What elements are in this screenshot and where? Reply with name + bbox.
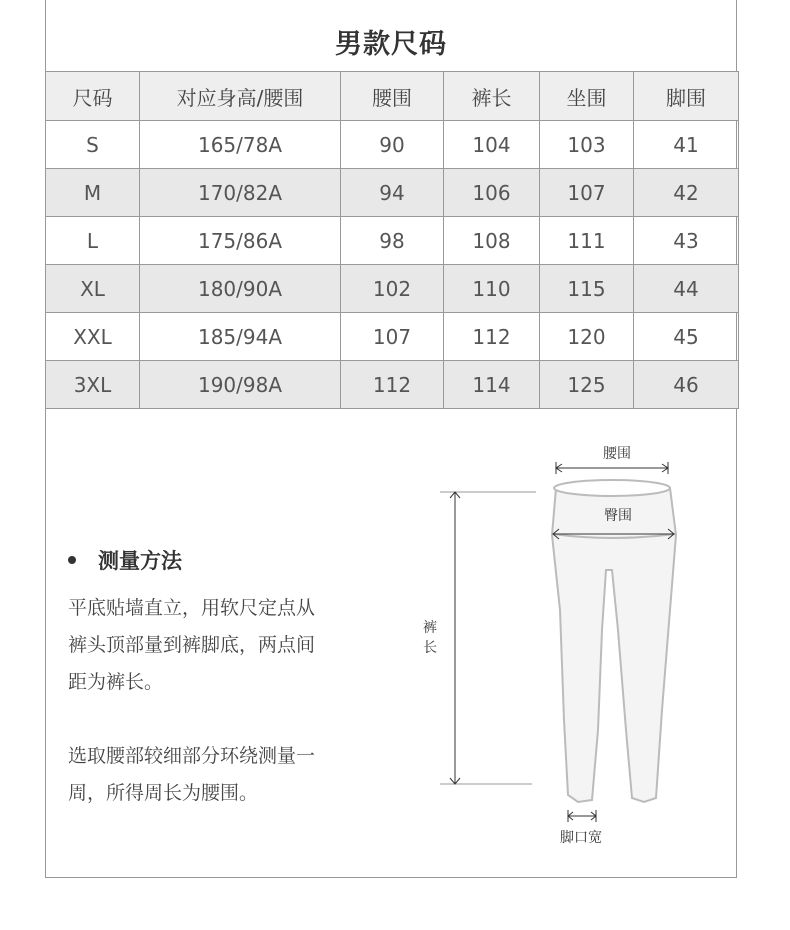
cell-height-waist: 185/94A [140, 313, 341, 361]
hip-label: 臀围 [604, 508, 632, 524]
cell-length: 114 [444, 361, 540, 409]
bullet-icon [68, 556, 76, 564]
cell-hem: 45 [634, 313, 739, 361]
page-title: 男款尺码 [335, 29, 447, 60]
cell-length: 112 [444, 313, 540, 361]
size-table [45, 71, 739, 409]
cell-height-waist: 170/82A [140, 169, 341, 217]
paragraph-line: 裤头顶部量到裤脚底，两点间 [68, 634, 316, 656]
cell-length: 110 [444, 265, 540, 313]
header-hip: 坐围 [540, 72, 634, 121]
cell-hip: 125 [540, 361, 634, 409]
cell-length: 104 [444, 121, 540, 169]
paragraph-line: 平底贴墙直立，用软尺定点从 [68, 597, 316, 619]
cell-waist: 107 [341, 313, 444, 361]
cell-hem: 43 [634, 217, 739, 265]
method-paragraph-length [68, 590, 368, 701]
cell-hip: 115 [540, 265, 634, 313]
cell-height-waist: 175/86A [140, 217, 341, 265]
cell-height-waist: 165/78A [140, 121, 341, 169]
cell-waist: 98 [341, 217, 444, 265]
method-heading [68, 545, 182, 575]
header-length: 裤长 [444, 72, 540, 121]
waist-label: 腰围 [603, 446, 631, 462]
length-measure [440, 492, 536, 784]
cell-size: L [46, 217, 140, 265]
cell-height-waist: 180/90A [140, 265, 341, 313]
length-label-char: 裤 [423, 620, 437, 636]
cell-size: 3XL [46, 361, 140, 409]
cell-size: XL [46, 265, 140, 313]
table-row [46, 313, 739, 361]
cell-waist: 90 [341, 121, 444, 169]
cell-hem: 46 [634, 361, 739, 409]
table-row [46, 217, 739, 265]
method-paragraph-waist [68, 738, 368, 812]
table-row [46, 121, 739, 169]
cell-size: M [46, 169, 140, 217]
pants-diagram [400, 430, 720, 860]
table-row [46, 361, 739, 409]
paragraph-line: 距为裤长。 [68, 671, 164, 693]
table-row [46, 265, 739, 313]
cell-length: 106 [444, 169, 540, 217]
cell-waist: 102 [341, 265, 444, 313]
header-height-waist: 对应身高/腰围 [140, 72, 341, 121]
hem-label: 脚口宽 [560, 830, 602, 846]
cell-waist: 112 [341, 361, 444, 409]
header-size: 尺码 [46, 72, 140, 121]
method-heading-text: 测量方法 [98, 549, 182, 573]
cell-hem: 41 [634, 121, 739, 169]
waist-measure [556, 462, 668, 474]
cell-size: XXL [46, 313, 140, 361]
header-hem: 脚围 [634, 72, 739, 121]
length-label-char: 长 [423, 640, 437, 656]
cell-hip: 107 [540, 169, 634, 217]
cell-hem: 42 [634, 169, 739, 217]
table-row [46, 169, 739, 217]
cell-waist: 94 [341, 169, 444, 217]
paragraph-line: 选取腰部较细部分环绕测量一 [68, 745, 316, 767]
cell-length: 108 [444, 217, 540, 265]
leggings-illustration [552, 480, 676, 802]
cell-size: S [46, 121, 140, 169]
cell-height-waist: 190/98A [140, 361, 341, 409]
cell-hem: 44 [634, 265, 739, 313]
cell-hip: 111 [540, 217, 634, 265]
cell-hip: 120 [540, 313, 634, 361]
hem-measure [568, 810, 596, 822]
table-header-row [46, 72, 739, 121]
header-waist: 腰围 [341, 72, 444, 121]
paragraph-line: 周，所得周长为腰围。 [68, 782, 259, 804]
cell-hip: 103 [540, 121, 634, 169]
